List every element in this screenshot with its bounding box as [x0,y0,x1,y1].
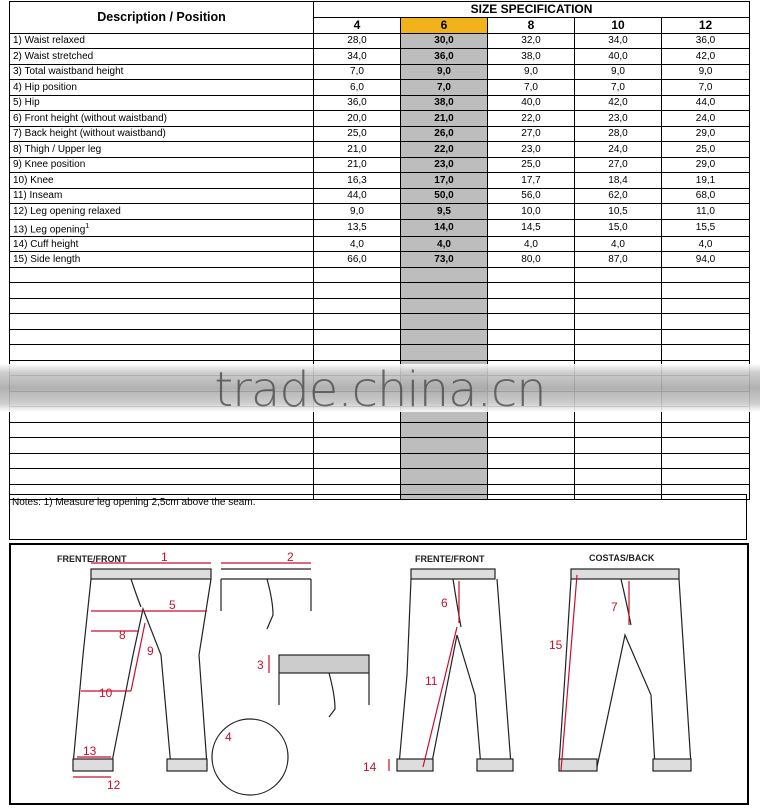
blank-cell [488,283,575,299]
row-label-text: 6) Front height (without waistband) [13,112,167,124]
blank-cell [314,267,401,283]
blank-row [10,329,750,345]
blank-cell [662,329,750,345]
value-cell: 15,0 [575,219,662,236]
waistband-detail-drawing [221,569,311,629]
value-cell: 94,0 [662,252,750,268]
blank-row [10,267,750,283]
value-cell: 4,0 [401,236,488,252]
blank-cell [662,298,750,314]
value-cell: 73,0 [401,252,488,268]
blank-cell [10,267,314,283]
blank-cell [575,283,662,299]
value-cell: 38,0 [401,95,488,111]
back-title: COSTAS/BACK [589,553,655,563]
size-spec-table [9,1,750,500]
row-label [10,95,314,111]
table-row [10,204,750,220]
value-cell: 44,0 [662,95,750,111]
blank-cell [10,345,314,361]
blank-cell [575,345,662,361]
value-cell: 13,5 [314,219,401,236]
blank-cell [10,422,314,438]
size-header-10: 10 [575,18,662,34]
blank-cell [314,453,401,469]
blank-row [10,422,750,438]
callout-13: 13 [83,744,97,758]
blank-cell [401,283,488,299]
value-cell: 10,5 [575,204,662,220]
size-header-12: 12 [662,18,750,34]
row-label-text: 1) Waist relaxed [13,35,85,47]
value-cell: 42,0 [575,95,662,111]
blank-row [10,469,750,485]
value-cell: 23,0 [401,157,488,173]
row-label [10,157,314,173]
value-cell: 56,0 [488,188,575,204]
value-cell: 9,0 [401,64,488,80]
row-label [10,64,314,80]
value-cell: 36,0 [314,95,401,111]
blank-cell [401,267,488,283]
blank-cell [575,298,662,314]
value-cell: 50,0 [401,188,488,204]
table-row [10,236,750,252]
blank-cell [314,469,401,485]
row-label-text: 9) Knee position [13,159,86,171]
row-label [10,173,314,189]
blank-cell [401,453,488,469]
blank-cell [401,438,488,454]
table-row [10,95,750,111]
blank-cell [488,422,575,438]
row-label-text: 13) Leg opening [13,223,86,235]
blank-cell [662,453,750,469]
value-cell: 7,0 [314,64,401,80]
back-pants-drawing [559,569,691,771]
blank-cell [662,438,750,454]
value-cell: 62,0 [575,188,662,204]
blank-cell [10,314,314,330]
callout-6: 6 [441,596,448,610]
row-label [10,142,314,158]
blank-cell [662,267,750,283]
value-cell: 18,4 [575,173,662,189]
value-cell: 4,0 [575,236,662,252]
blank-cell [488,438,575,454]
blank-cell [575,453,662,469]
callout-9: 9 [147,644,154,658]
value-cell: 24,0 [662,111,750,127]
blank-cell [10,438,314,454]
blank-cell [401,298,488,314]
front-right-title: FRENTE/FRONT [415,554,485,564]
value-cell: 40,0 [488,95,575,111]
row-label [10,188,314,204]
blank-cell [314,422,401,438]
callout-10: 10 [99,686,113,700]
value-cell: 19,1 [662,173,750,189]
value-cell: 29,0 [662,126,750,142]
value-cell: 21,0 [314,157,401,173]
value-cell: 14,5 [488,219,575,236]
row-label [10,80,314,96]
value-cell: 21,0 [314,142,401,158]
callout-7: 7 [611,600,618,614]
value-cell: 4,0 [314,236,401,252]
value-cell: 14,0 [401,219,488,236]
value-cell: 7,0 [662,80,750,96]
value-cell: 23,0 [488,142,575,158]
blank-row [10,283,750,299]
row-label [10,111,314,127]
value-cell: 9,0 [575,64,662,80]
callout-4: 4 [225,730,232,744]
front-pants-drawing-left [73,569,211,771]
value-cell: 10,0 [488,204,575,220]
blank-cell [10,283,314,299]
blank-cell [575,469,662,485]
notes-text: Notes: 1) Measure leg opening 2,5cm above the seam. [12,497,256,508]
callout-1: 1 [161,550,168,564]
value-cell: 4,0 [488,236,575,252]
value-cell: 25,0 [662,142,750,158]
table-row [10,252,750,268]
callout-12: 12 [107,778,121,792]
waistband-height-detail [279,655,369,717]
value-cell: 87,0 [575,252,662,268]
blank-cell [401,345,488,361]
row-label [10,236,314,252]
blank-cell [401,314,488,330]
value-cell: 9,0 [662,64,750,80]
row-label [10,252,314,268]
value-cell: 29,0 [662,157,750,173]
callout-3: 3 [257,658,264,672]
front-left-title: FRENTE/FRONT [57,554,127,564]
value-cell: 11,0 [662,204,750,220]
row-label-text: 5) Hip [13,97,40,109]
value-cell: 22,0 [488,111,575,127]
blank-cell [488,469,575,485]
blank-row [10,438,750,454]
blank-cell [10,453,314,469]
value-cell: 25,0 [314,126,401,142]
table-row [10,173,750,189]
row-label-text: 14) Cuff height [13,238,79,250]
value-cell: 4,0 [662,236,750,252]
blank-row [10,298,750,314]
hip-detail-circle [212,719,288,795]
blank-cell [401,469,488,485]
blank-cell [575,438,662,454]
blank-cell [10,298,314,314]
blank-cell [662,469,750,485]
value-cell: 20,0 [314,111,401,127]
pants-drawings-svg [11,545,747,803]
blank-cell [662,314,750,330]
table-row [10,33,750,49]
blank-cell [575,267,662,283]
table-row [10,157,750,173]
blank-row [10,453,750,469]
blank-cell [488,314,575,330]
callout-8: 8 [119,628,126,642]
table-row [10,49,750,65]
drawing-titles [57,553,655,564]
table-row [10,188,750,204]
row-label [10,204,314,220]
blank-cell [575,314,662,330]
row-label-text: 12) Leg opening relaxed [13,205,121,217]
value-cell: 17,0 [401,173,488,189]
table-row [10,219,750,236]
value-cell: 26,0 [401,126,488,142]
callout-14: 14 [363,760,377,774]
table-row [10,142,750,158]
value-cell: 16,3 [314,173,401,189]
value-cell: 36,0 [662,33,750,49]
row-label-text: 8) Thigh / Upper leg [13,143,102,155]
callout-11: 11 [425,674,438,688]
blank-cell [314,314,401,330]
blank-cell [401,329,488,345]
size-header-4: 4 [314,18,401,34]
description-header: Description / Position [10,2,314,34]
value-cell: 42,0 [662,49,750,65]
value-cell: 28,0 [314,33,401,49]
value-cell: 7,0 [575,80,662,96]
value-cell: 9,0 [314,204,401,220]
value-cell: 34,0 [575,33,662,49]
row-label [10,33,314,49]
table-row [10,111,750,127]
notes-box [9,494,747,540]
blank-cell [488,298,575,314]
value-cell: 6,0 [314,80,401,96]
value-cell: 66,0 [314,252,401,268]
blank-cell [662,283,750,299]
table-row [10,80,750,96]
value-cell: 27,0 [575,157,662,173]
blank-cell [314,345,401,361]
row-label [10,219,314,236]
row-label-text: 2) Waist stretched [13,50,94,62]
blank-cell [488,329,575,345]
blank-cell [575,422,662,438]
value-cell: 27,0 [488,126,575,142]
value-cell: 30,0 [401,33,488,49]
size-spec-header: SIZE SPECIFICATION [314,2,750,18]
value-cell: 21,0 [401,111,488,127]
value-cell: 36,0 [401,49,488,65]
value-cell: 44,0 [314,188,401,204]
row-label [10,126,314,142]
value-cell: 80,0 [488,252,575,268]
row-label-text: 3) Total waistband height [13,66,124,78]
front-pants-drawing-right [397,569,513,771]
blank-cell [10,469,314,485]
callout-5: 5 [169,598,176,612]
row-label-text: 11) Inseam [13,190,63,202]
size-header-8: 8 [488,18,575,34]
row-label-text: 7) Back height (without waistband) [13,128,166,140]
blank-row [10,314,750,330]
blank-cell [662,345,750,361]
blank-cell [401,422,488,438]
row-label-text: 10) Knee [13,174,54,186]
table-row [10,126,750,142]
value-cell: 9,0 [488,64,575,80]
value-cell: 40,0 [575,49,662,65]
blank-cell [488,453,575,469]
table-row [10,64,750,80]
blank-row [10,345,750,361]
row-label-text: 15) Side length [13,254,81,266]
value-cell: 7,0 [488,80,575,96]
value-cell: 24,0 [575,142,662,158]
value-cell: 15,5 [662,219,750,236]
value-cell: 38,0 [488,49,575,65]
blank-cell [314,438,401,454]
callout-2: 2 [287,550,294,564]
value-cell: 32,0 [488,33,575,49]
footnote-marker: 1 [85,222,90,230]
blank-cell [662,422,750,438]
blank-cell [488,345,575,361]
value-cell: 68,0 [662,188,750,204]
value-cell: 9,5 [401,204,488,220]
value-cell: 25,0 [488,157,575,173]
row-label-text: 4) Hip position [13,81,77,93]
table-body [10,33,750,500]
value-cell: 7,0 [401,80,488,96]
blank-cell [10,329,314,345]
size-header-6: 6 [401,18,488,34]
value-cell: 22,0 [401,142,488,158]
blank-cell [575,329,662,345]
blank-cell [488,267,575,283]
value-cell: 28,0 [575,126,662,142]
technical-drawings-panel [9,543,749,805]
row-label [10,49,314,65]
blank-cell [314,329,401,345]
watermark-text: trade.china.cn [214,362,546,418]
value-cell: 17,7 [488,173,575,189]
blank-cell [314,298,401,314]
callout-15: 15 [549,638,563,652]
value-cell: 23,0 [575,111,662,127]
blank-cell [314,283,401,299]
value-cell: 34,0 [314,49,401,65]
